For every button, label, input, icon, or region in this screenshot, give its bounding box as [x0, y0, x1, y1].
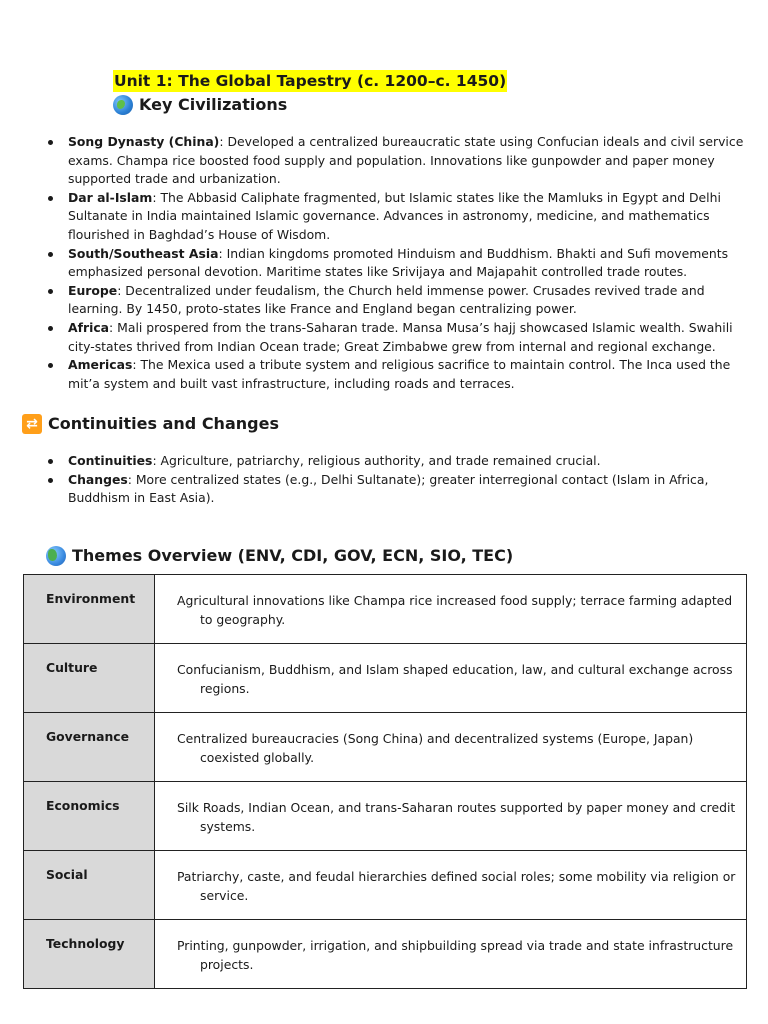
- theme-description: Printing, gunpowder, irrigation, and shipbuilding spread via trade and state infrastructure projects.: [155, 920, 747, 989]
- list-item: Song Dynasty (China): Developed a centralized bureaucratic state using Confucian ideals and civil service exams. Champa rice boosted food supply and population. Innovations like gunpowder and paper money supported trade and urbanization.: [68, 133, 748, 189]
- heading-text: Themes Overview (ENV, CDI, GOV, ECN, SIO, TEC): [72, 546, 514, 565]
- globe-africa-icon: [46, 546, 66, 566]
- list-item: Americas: The Mexica used a tribute system and religious sacrifice to maintain control. The Inca used the mit’a system and built vast infrastructure, including roads and terraces.: [68, 356, 748, 393]
- theme-description: Silk Roads, Indian Ocean, and trans-Saharan routes supported by paper money and credit systems.: [155, 782, 747, 851]
- list-item: Africa: Mali prospered from the trans-Saharan trade. Mansa Musa’s hajj showcased Islamic wealth. Swahili city-states thrived from Indian Ocean trade; Great Zimbabwe grew from internal and regional exchange.: [68, 319, 748, 356]
- theme-name: Technology: [24, 920, 155, 989]
- theme-name: Governance: [24, 713, 155, 782]
- table-row: [24, 575, 747, 644]
- theme-description: Confucianism, Buddhism, and Islam shaped education, law, and cultural exchange across regions.: [155, 644, 747, 713]
- table-row: [24, 713, 747, 782]
- heading-continuities: [22, 413, 279, 435]
- list-item: Changes: More centralized states (e.g., Delhi Sultanate); greater interregional contact (Islam in Africa, Buddhism in East Asia).: [68, 471, 748, 508]
- themes-table: [23, 574, 747, 989]
- table-row: [24, 920, 747, 989]
- heading-key-civilizations: [113, 94, 287, 116]
- heading-themes: [46, 545, 513, 567]
- list-item: Europe: Decentralized under feudalism, the Church held immense power. Crusades revived trade and learning. By 1450, proto-states like France and England began centralizing power.: [68, 282, 748, 319]
- theme-description: Patriarchy, caste, and feudal hierarchies defined social roles; some mobility via religion or service.: [155, 851, 747, 920]
- heading-text: Continuities and Changes: [48, 414, 279, 433]
- globe-asia-icon: [113, 95, 133, 115]
- list-item: Dar al-Islam: The Abbasid Caliphate fragmented, but Islamic states like the Mamluks in Egypt and Delhi Sultanate in India maintained Islamic governance. Advances in astronomy, medicine, and mathematics flourished in Baghdad’s House of Wisdom.: [68, 189, 748, 245]
- theme-name: Culture: [24, 644, 155, 713]
- theme-description: Agricultural innovations like Champa rice increased food supply; terrace farming adapted to geography.: [155, 575, 747, 644]
- theme-name: Social: [24, 851, 155, 920]
- list-item: South/Southeast Asia: Indian kingdoms promoted Hinduism and Buddhism. Bhakti and Sufi movements emphasized personal devotion. Maritime states like Srivijaya and Majapahit controlled trade routes.: [68, 245, 748, 282]
- unit-title: Unit 1: The Global Tapestry (c. 1200–c. 1450): [114, 72, 507, 90]
- table-row: [24, 851, 747, 920]
- table-row: [24, 644, 747, 713]
- theme-description: Centralized bureaucracies (Song China) and decentralized systems (Europe, Japan) coexisted globally.: [155, 713, 747, 782]
- list-item: Continuities: Agriculture, patriarchy, religious authority, and trade remained crucial.: [68, 452, 748, 471]
- continuities-list: [68, 452, 748, 508]
- civilizations-list: [68, 133, 748, 393]
- heading-text: Key Civilizations: [139, 95, 288, 114]
- repeat-icon: ⇄: [22, 414, 42, 434]
- table-row: [24, 782, 747, 851]
- theme-name: Environment: [24, 575, 155, 644]
- theme-name: Economics: [24, 782, 155, 851]
